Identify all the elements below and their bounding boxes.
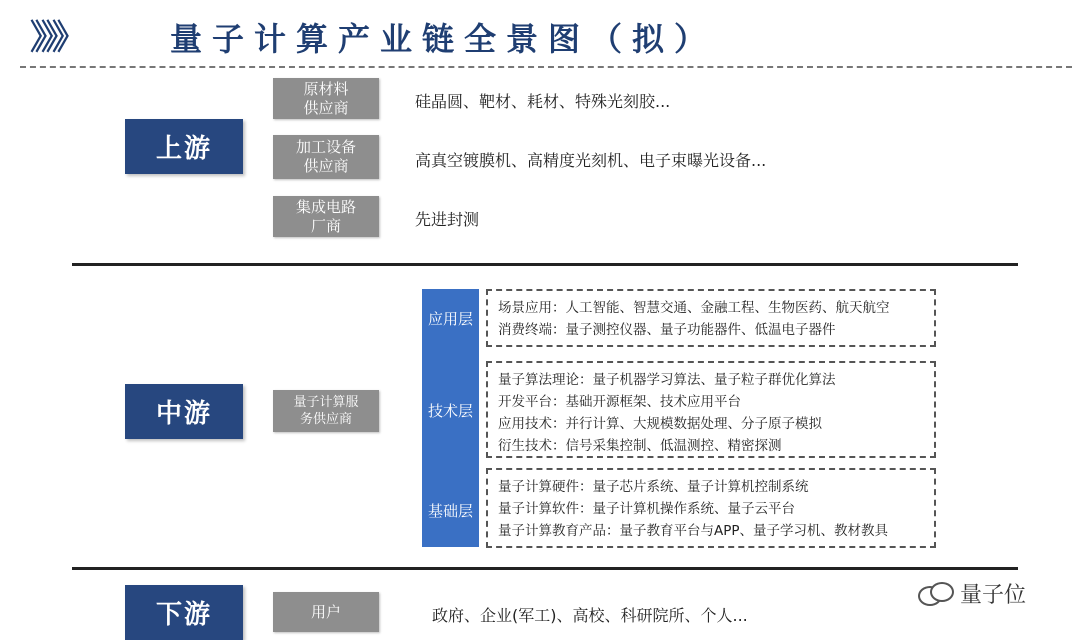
layer-label-foundation: 基础层	[427, 502, 473, 520]
upstream-desc-ic: 先进封测	[415, 210, 480, 229]
downstream-desc-users: 政府、企业(军工)、高校、科研院所、个人...	[432, 606, 748, 625]
technology-line: 开发平台：基础开源框架、技术应用平台	[498, 394, 741, 410]
section-divider-2	[72, 567, 1018, 570]
application-layer-box	[486, 289, 936, 347]
technology-layer-box	[486, 361, 936, 458]
midstream-label: 中游	[125, 384, 243, 439]
layer-label-technology: 技术层	[427, 402, 473, 420]
layer-label-application: 应用层	[427, 310, 473, 328]
section-divider-1	[72, 263, 1018, 266]
upstream-desc-materials: 硅晶圆、靶材、耗材、特殊光刻胶...	[415, 92, 671, 111]
application-line: 消费终端：量子测控仪器、量子功能器件、低温电子器件	[498, 322, 836, 338]
technology-line: 衍生技术：信号采集控制、低温测控、精密探测	[498, 438, 782, 454]
wechat-icon	[918, 582, 952, 606]
midstream-box-service: 量子计算服 务供应商	[273, 390, 379, 432]
watermark	[918, 578, 1026, 609]
watermark-text: 量子位	[960, 583, 1027, 608]
downstream-label: 下游	[125, 585, 243, 640]
upstream-box-equipment: 加工设备 供应商	[273, 135, 379, 179]
technology-line: 量子算法理论：量子机器学习算法、量子粒子群优化算法	[498, 372, 836, 388]
upstream-box-materials: 原材料 供应商	[273, 78, 379, 119]
upstream-desc-equipment: 高真空镀膜机、高精度光刻机、电子束曝光设备...	[415, 151, 767, 170]
downstream-box-users: 用户	[273, 592, 379, 632]
title-chevrons: 》》》	[30, 18, 80, 58]
title-divider	[20, 66, 1072, 68]
technology-line: 应用技术：并行计算、大规模数据处理、分子原子模拟	[498, 416, 822, 432]
foundation-line: 量子计算硬件：量子芯片系统、量子计算机控制系统	[498, 479, 809, 495]
upstream-label: 上游	[125, 119, 243, 174]
page-title: 量子计算产业链全景图（拟）	[170, 20, 717, 58]
foundation-line: 量子计算教育产品：量子教育平台与APP、量子学习机、教材教具	[498, 523, 889, 539]
upstream-box-ic: 集成电路 厂商	[273, 196, 379, 237]
foundation-layer-box	[486, 468, 936, 548]
foundation-line: 量子计算软件：量子计算机操作系统、量子云平台	[498, 501, 795, 517]
application-line: 场景应用：人工智能、智慧交通、金融工程、生物医药、航天航空	[498, 300, 890, 316]
